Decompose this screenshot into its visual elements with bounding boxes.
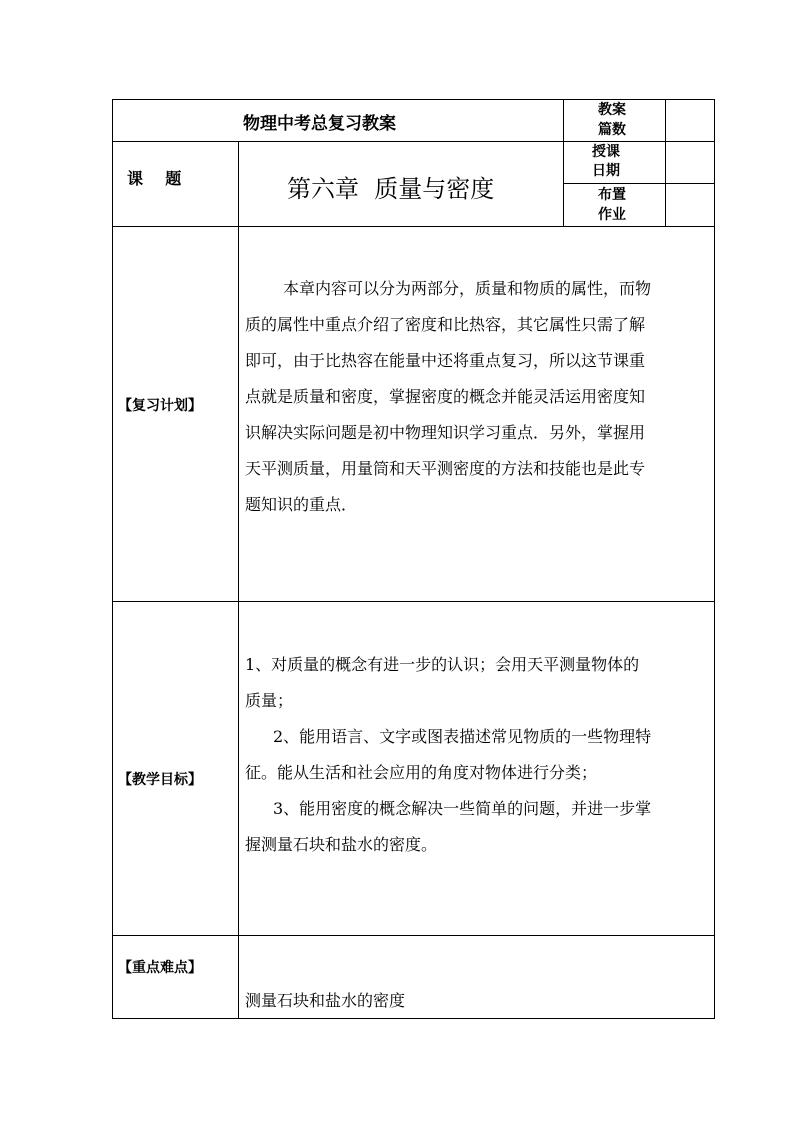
teaching-goal-line: 1、对质量的概念有进一步的认识；会用天平测量物体的	[245, 655, 640, 674]
review-plan-line: 天平测质量，用量筒和天平测密度的方法和技能也是此专	[245, 459, 646, 478]
review-plan-line: 质的属性中重点介绍了密度和比热容，其它属性只需了解	[245, 315, 646, 334]
table-border-bottom	[112, 1018, 715, 1019]
chapter-title: 第六章 质量与密度	[287, 175, 495, 203]
review-plan-line: 识解决实际问题是初中物理知识学习重点．另外，掌握用	[245, 423, 646, 442]
teaching-goal-line: 征。能从生活和社会应用的角度对物体进行分类；	[245, 763, 598, 782]
table-border-left	[112, 99, 113, 1019]
homework-value	[666, 184, 714, 226]
topic-label: 课 题	[127, 169, 182, 188]
review-plan-line: 即可，由于比热容在能量中还将重点复习，所以这节课重	[245, 351, 646, 370]
key-points-label: 【重点难点】	[118, 960, 202, 976]
table-rule-topic	[112, 226, 715, 227]
review-plan-line: 点就是质量和密度，掌握密度的概念并能灵活运用密度知	[245, 387, 646, 406]
table-rule-review	[112, 601, 715, 602]
date-value	[666, 142, 714, 183]
review-plan-text	[245, 271, 710, 523]
teaching-goal-line: 握测量石块和盐水的密度。	[245, 835, 438, 854]
date-label: 授课 日期	[592, 144, 620, 179]
teaching-goal-line: 2、能用语言、文字或图表描述常见物质的一些物理特	[273, 727, 652, 746]
review-plan-line: 本章内容可以分为两部分，质量和物质的属性，而物	[283, 279, 652, 298]
teaching-goals-label: 【教学目标】	[118, 772, 202, 788]
document-title: 物理中考总复习教案	[243, 114, 396, 134]
table-rule-label-column	[238, 141, 239, 1019]
teaching-goals-text	[245, 647, 710, 863]
table-rule-goals	[112, 935, 715, 936]
key-points-text: 测量石块和盐水的密度	[245, 991, 406, 1010]
review-plan-line: 题知识的重点．	[245, 495, 358, 514]
homework-label: 布置 作业	[598, 187, 626, 223]
table-border-right	[714, 99, 715, 1019]
lesson-count-value	[666, 99, 714, 141]
teaching-goal-line: 3、能用密度的概念解决一些简单的问题，并进一步掌	[273, 799, 652, 818]
review-plan-label: 【复习计划】	[118, 398, 202, 414]
teaching-goal-line: 质量；	[245, 691, 294, 710]
lesson-count-label: 教案 篇数	[598, 102, 626, 138]
